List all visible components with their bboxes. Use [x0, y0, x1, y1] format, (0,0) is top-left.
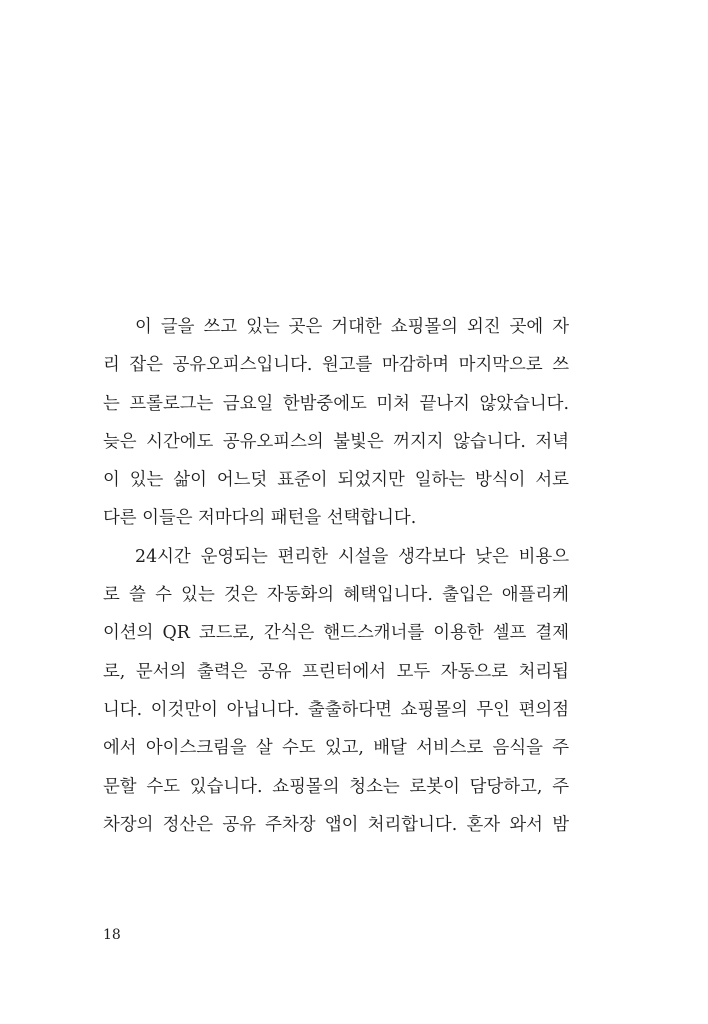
text-line: 늦은 시간에도 공유오피스의 불빛은 꺼지지 않습니다. 저녁 — [103, 431, 569, 452]
paragraph-2 — [103, 542, 569, 848]
text-line: 이션의 QR 코드로, 간식은 핸드스캐너를 이용한 셀프 결제 — [103, 623, 569, 644]
text-line: 이 있는 삶이 어느덧 표준이 되었지만 일하는 방식이 서로 — [103, 470, 569, 491]
text-line: 이 글을 쓰고 있는 곳은 거대한 쇼핑몰의 외진 곳에 자 — [135, 317, 569, 337]
text-line: 로 쓸 수 있는 것은 자동화의 혜택입니다. 출입은 애플리케 — [103, 585, 569, 606]
text-line: 다른 이들은 저마다의 패턴을 선택합니다. — [103, 508, 417, 529]
paragraph-1 — [103, 312, 569, 542]
body-text — [103, 312, 569, 848]
text-line: 24시간 운영되는 편리한 시설을 생각보다 낮은 비용으 — [135, 546, 569, 567]
page-number: 18 — [103, 927, 121, 943]
text-line: 문할 수도 있습니다. 쇼핑몰의 청소는 로봇이 담당하고, 주 — [103, 776, 569, 797]
text-line: 는 프롤로그는 금요일 한밤중에도 미처 끝나지 않았습니다. — [103, 393, 569, 414]
text-line: 리 잡은 공유오피스입니다. 원고를 마감하며 마지막으로 쓰 — [103, 355, 569, 376]
text-line: 니다. 이것만이 아닙니다. 출출하다면 쇼핑몰의 무인 편의점 — [103, 699, 569, 720]
text-line: 차장의 정산은 공유 주차장 앱이 처리합니다. 혼자 와서 밤 — [103, 814, 569, 835]
text-line: 에서 아이스크림을 살 수도 있고, 배달 서비스로 음식을 주 — [103, 738, 569, 759]
text-line: 로, 문서의 출력은 공유 프린터에서 모두 자동으로 처리됩 — [103, 661, 569, 682]
